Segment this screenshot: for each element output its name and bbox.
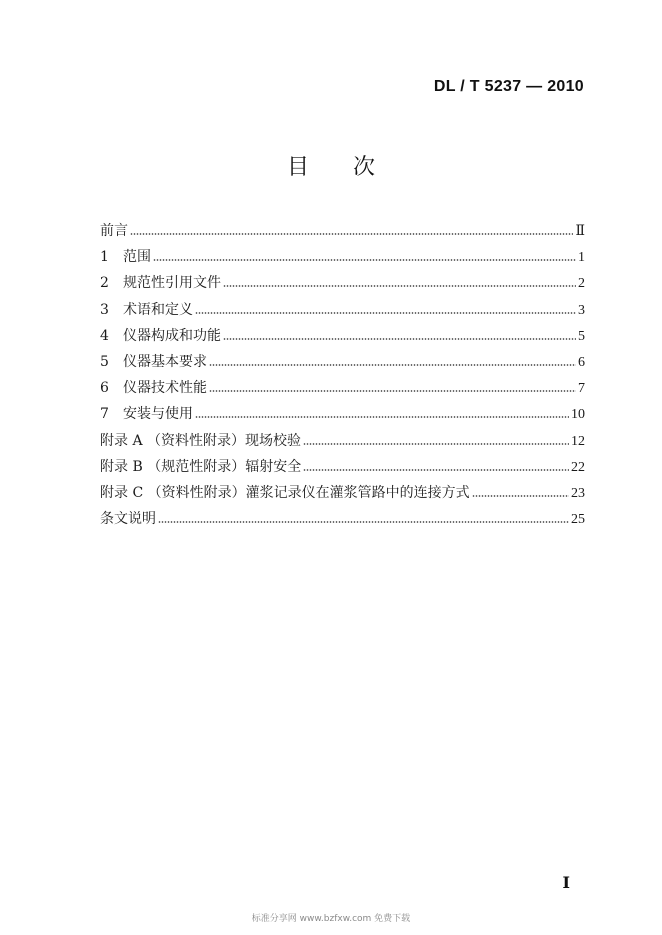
- toc-entry-label: 术语和定义: [123, 301, 193, 318]
- toc-entry-page: 12: [571, 433, 585, 449]
- toc-entry-number: 1: [100, 249, 109, 266]
- toc-entry-page: 6: [578, 354, 585, 370]
- toc-entry-page: Ⅱ: [575, 224, 585, 239]
- toc-entry-page: 25: [571, 512, 585, 528]
- toc-entry-label: 规范性引用文件: [123, 275, 221, 292]
- toc-entry-1[interactable]: [100, 244, 585, 270]
- toc-leader-dots: [209, 390, 576, 393]
- toc-entry-page: 3: [578, 302, 585, 318]
- toc-leader-dots: [303, 468, 569, 471]
- toc-entry-label: 范围: [123, 249, 151, 266]
- toc-entry-number: 3: [100, 301, 109, 318]
- toc-leader-dots: [130, 233, 573, 236]
- toc-entry-label: 附录 C （资料性附录）灌浆记录仪在灌浆管路中的连接方式: [100, 484, 470, 501]
- toc-leader-dots: [195, 416, 569, 419]
- toc-entry-foreword[interactable]: [100, 218, 585, 244]
- toc-entry-number: 7: [100, 406, 109, 423]
- toc-entry-label: 仪器技术性能: [123, 380, 207, 397]
- toc-entry-label: 仪器基本要求: [123, 353, 207, 370]
- toc-leader-dots: [209, 364, 576, 367]
- toc-entry-explanation[interactable]: [100, 506, 585, 532]
- toc-entry-number: 5: [100, 353, 109, 370]
- toc-entry-number: 2: [100, 275, 109, 292]
- toc-leader-dots: [472, 494, 569, 497]
- toc-entry-number: 4: [100, 327, 109, 344]
- toc-leader-dots: [303, 442, 569, 445]
- toc-title-char-2: 次: [353, 155, 376, 180]
- toc-entry-4[interactable]: [100, 323, 585, 349]
- toc-entry-label: 仪器构成和功能: [123, 327, 221, 344]
- toc-entry-appendix-c[interactable]: [100, 480, 585, 506]
- toc-entry-3[interactable]: [100, 297, 585, 323]
- toc-entry-label: 附录 B （规范性附录）辐射安全: [100, 458, 302, 475]
- toc-entry-page: 23: [571, 485, 585, 501]
- toc-entry-label: 条文说明: [100, 511, 156, 528]
- toc-entry-appendix-b[interactable]: [100, 454, 585, 480]
- toc-entry-appendix-a[interactable]: [100, 428, 585, 454]
- toc-leader-dots: [195, 311, 576, 314]
- toc-entry-label: 附录 A （资料性附录）现场校验: [100, 432, 302, 449]
- toc-entry-label: 前言: [100, 223, 128, 239]
- toc-leader-dots: [153, 259, 576, 262]
- toc-entry-5[interactable]: [100, 349, 585, 375]
- toc-title: [0, 150, 662, 181]
- toc-title-char-1: 目: [286, 155, 309, 180]
- toc-entry-page: 2: [578, 276, 585, 292]
- document-code: DL / T 5237 — 2010: [433, 78, 584, 95]
- toc-entry-number: 6: [100, 380, 109, 397]
- toc-leader-dots: [223, 337, 576, 340]
- toc-entry-2[interactable]: [100, 270, 585, 296]
- footer-watermark: 标准分享网 www.bzfxw.com 免费下载: [251, 914, 411, 924]
- toc-entry-page: 7: [578, 381, 585, 397]
- table-of-contents: [100, 218, 585, 532]
- toc-entry-page: 5: [578, 328, 585, 344]
- toc-entry-page: 1: [578, 250, 585, 266]
- toc-entry-label: 安装与使用: [123, 406, 193, 423]
- page-number: I: [562, 873, 570, 892]
- toc-leader-dots: [158, 521, 569, 524]
- toc-entry-7[interactable]: [100, 401, 585, 427]
- toc-leader-dots: [223, 285, 576, 288]
- toc-entry-page: 22: [571, 459, 585, 475]
- toc-entry-page: 10: [571, 407, 585, 423]
- toc-entry-6[interactable]: [100, 375, 585, 401]
